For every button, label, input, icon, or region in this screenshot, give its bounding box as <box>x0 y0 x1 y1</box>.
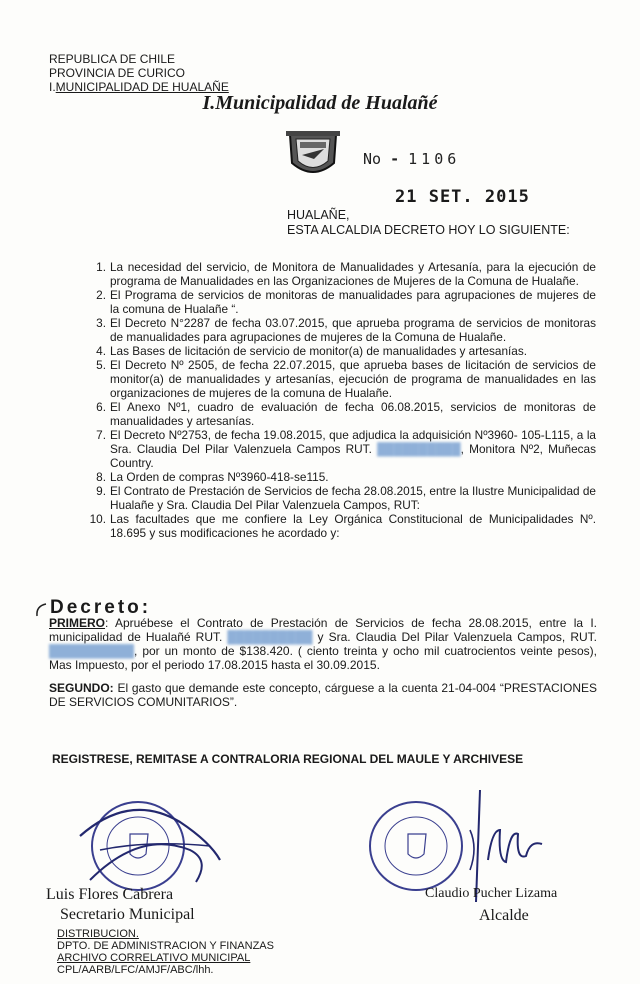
considerations-list <box>84 260 596 540</box>
number-label: No <box>363 150 382 168</box>
mayor-role: Alcalde <box>479 907 529 924</box>
considerations-item <box>84 484 596 512</box>
item-text: El Decreto Nº 2505, de fecha 22.07.2015, que aprueba bases de licitación de servicios de monitor(a) de manualidades y artesanías, ejecución de programa de manualidades en las organizaciones de mujeres de la comuna de Hualañe. <box>110 358 596 400</box>
item-number: 9. <box>96 484 106 498</box>
item-number: 10. <box>89 512 106 526</box>
considerations-item <box>84 470 596 484</box>
considerations-item <box>84 428 596 470</box>
considerations-item <box>84 316 596 344</box>
primero-paragraph <box>49 616 597 672</box>
considerations-item <box>84 288 596 316</box>
primero-label: PRIMERO <box>49 616 106 630</box>
considerations-item <box>84 400 596 428</box>
date-stamp: 21 SET. 2015 <box>395 187 530 207</box>
secretary-name: Luis Flores Cabrera <box>46 886 174 903</box>
considerations-item <box>84 344 596 358</box>
item-number: 3. <box>96 316 106 330</box>
considerations-item <box>84 260 596 288</box>
segundo-text: El gasto que demande este concepto, cárguese a la cuenta 21-04-004 “PRESTACIONES DE SERVICIOS COMUNITARIOS”. <box>49 681 597 709</box>
header-municipality-underlined: MUNICIPALIDAD DE HUALAÑE <box>55 80 229 94</box>
footer-dept: DPTO. DE ADMINISTRACION Y FINANZAS <box>57 940 274 952</box>
item-number: 6. <box>96 400 106 414</box>
considerations-item <box>84 358 596 400</box>
considerations-item <box>84 512 596 540</box>
item-text: El Decreto Nº2753, de fecha 19.08.2015, que adjudica la adquisición Nº3960- 105-L115, a la Sra. Claudia Del Pilar Valenzuela Campos RUT. ██████████, Monitora Nº2, Muñecas Country. <box>110 428 596 470</box>
intro-line: ESTA ALCALDIA DECRETO HOY LO SIGUIENTE: <box>287 223 570 237</box>
municipality-title: I.Municipalidad de Hualañé <box>202 92 438 114</box>
primero-text: : Apruébese el Contrato de Prestación de Servicios de fecha 28.08.2015, entre la I. municipalidad de Hualañé RUT. ██████████ y Sra. Claudia Del Pilar Valenzuela Campos, RUT. ██████████, por un monto de $138.420. ( ciento treinta y ocho mil cuatrocientos veinte pesos), Mas Impuesto, por el periodo 17.08.2015 hasta el 30.09.2015. <box>49 616 597 672</box>
item-text: La Orden de compras Nº3960-418-se115. <box>110 470 329 484</box>
item-number: 5. <box>96 358 106 372</box>
item-text: El Contrato de Prestación de Servicios de fecha 28.08.2015, entre la Ilustre Municipalidad de Hualañe y Sra. Claudia Del Pilar Valenzuela Campos, RUT: <box>110 484 596 512</box>
item-text: La necesidad del servicio, de Monitora de Manualidades y Artesanía, para la ejecución de programa de Manualidades en las Organizaciones de Mujeres de la Comuna de Hualañe. <box>110 260 596 288</box>
mayor-name: Claudio Pucher Lizama <box>425 886 558 901</box>
secretary-role: Secretario Municipal <box>60 906 195 923</box>
header-prefix: I. <box>49 80 56 94</box>
city-line: HUALAÑE, <box>287 208 350 222</box>
secretary-stamp-icon <box>70 790 225 900</box>
header-line-province: PROVINCIA DE CURICO <box>49 66 186 80</box>
decree-number: No - 1106 <box>363 150 461 168</box>
footer-distribution: DISTRIBUCION. <box>57 928 139 940</box>
segundo-label: SEGUNDO: <box>49 681 114 695</box>
item-number: 7. <box>96 428 106 442</box>
item-text: El Decreto N°2287 de fecha 03.07.2015, que aprueba programa de servicios de monitoras de manualidades para agrupaciones de mujeres de la Comuna de Hualañe. <box>110 316 596 344</box>
item-text: El Programa de servicios de monitoras de manualidades para agrupaciones de mujeres de la comuna de Hualañe “. <box>110 288 596 316</box>
decreto-bracket-mark-icon <box>34 602 48 618</box>
header-line-republic: REPUBLICA DE CHILE <box>49 52 176 66</box>
footer-initials: CPL/AARB/LFC/AMJF/ABC/lhh. <box>57 964 214 976</box>
item-text: Las facultades que me confiere la Ley Orgánica Constitucional de Municipalidades Nº. 18.695 y sus modificaciones he acordado y: <box>110 512 596 540</box>
item-number: 4. <box>96 344 106 358</box>
municipal-crest-icon <box>284 129 342 181</box>
number-value: 1106 <box>408 150 461 168</box>
decreto-heading: Decreto: <box>50 597 152 618</box>
item-text: El Anexo Nº1, cuadro de evaluación de fecha 06.08.2015, servicios de monitoras de manualidades y artesanías. <box>110 400 596 428</box>
footer-archive: ARCHIVO CORRELATIVO MUNICIPAL <box>57 952 251 964</box>
item-number: 8. <box>96 470 106 484</box>
item-number: 2. <box>96 288 106 302</box>
segundo-paragraph <box>49 681 597 709</box>
item-text: Las Bases de licitación de servicio de monitor(a) de manualidades y artesanías. <box>110 344 528 358</box>
item-number: 1. <box>96 260 106 274</box>
registrese-line: REGISTRESE, REMITASE A CONTRALORIA REGIONAL DEL MAULE Y ARCHIVESE <box>52 752 524 766</box>
